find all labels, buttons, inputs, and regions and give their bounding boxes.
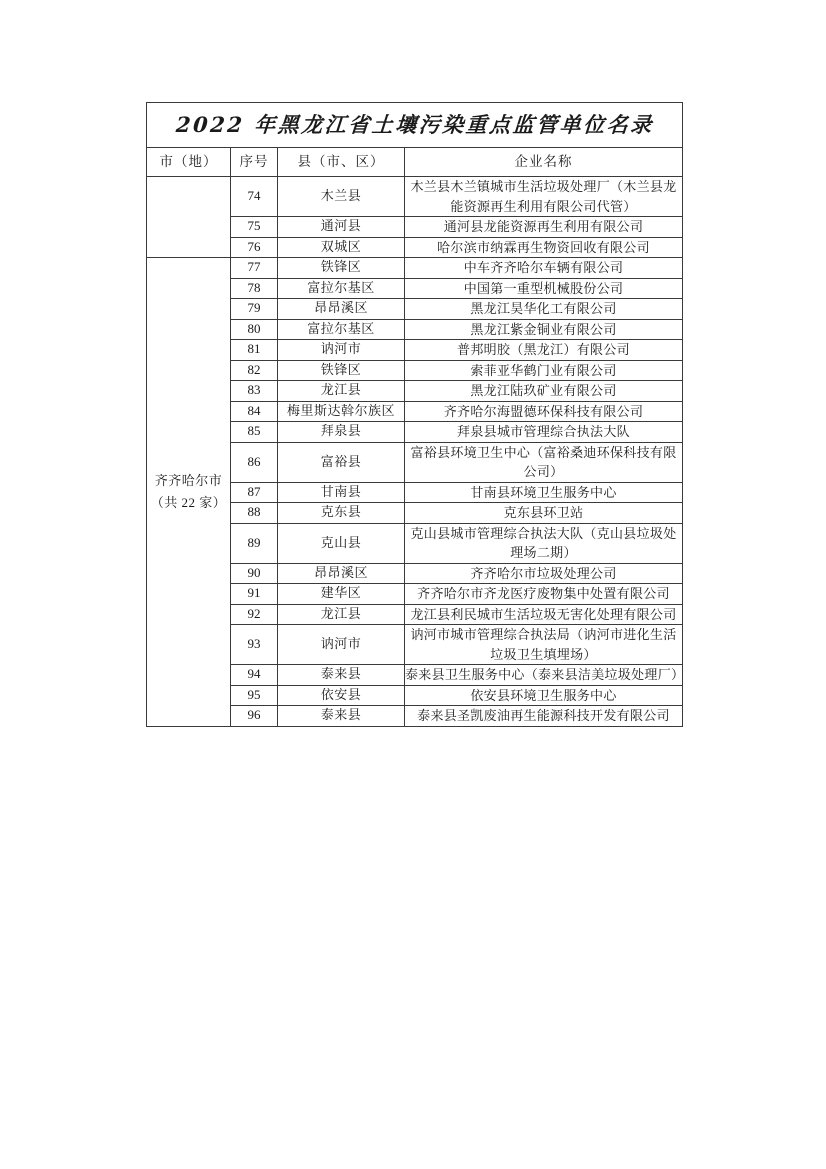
row-enterprise: 齐齐哈尔海盟德环保科技有限公司 (405, 401, 683, 422)
row-enterprise: 中国第一重型机械股份公司 (405, 278, 683, 299)
row-enterprise: 黑龙江紫金铜业有限公司 (405, 319, 683, 340)
row-enterprise: 甘南县环境卫生服务中心 (405, 482, 683, 503)
row-enterprise: 齐齐哈尔市齐龙医疗废物集中处置有限公司 (405, 584, 683, 605)
row-index: 81 (231, 340, 278, 361)
row-index: 92 (231, 604, 278, 625)
row-enterprise: 通河县龙能资源再生利用有限公司 (405, 217, 683, 238)
row-index: 90 (231, 563, 278, 584)
row-enterprise: 哈尔滨市纳霖再生物资回收有限公司 (405, 237, 683, 258)
document-title-cell (147, 103, 683, 148)
row-county: 讷河市 (278, 340, 405, 361)
column-header-index: 序号 (231, 148, 278, 177)
row-county: 梅里斯达斡尔族区 (278, 401, 405, 422)
city-group-label-line-1: 齐齐哈尔市 (154, 473, 223, 489)
row-county: 讷河市 (278, 625, 405, 665)
row-index: 89 (231, 523, 278, 563)
row-index: 85 (231, 422, 278, 443)
row-enterprise: 讷河市城市管理综合执法局（讷河市进化生活垃圾卫生填埋场） (405, 625, 683, 665)
city-group-cell (147, 258, 231, 727)
column-header-county: 县（市、区） (278, 148, 405, 177)
title-row (147, 103, 683, 148)
row-enterprise: 龙江县利民城市生活垃圾无害化处理有限公司 (405, 604, 683, 625)
row-enterprise: 泰来县卫生服务中心（泰来县洁美垃圾处理厂） (405, 665, 683, 686)
row-county: 克山县 (278, 523, 405, 563)
page-title: 2022 年黑龙江省土壤污染重点监管单位名录 (174, 111, 655, 137)
row-enterprise: 索菲亚华鹤门业有限公司 (405, 360, 683, 381)
row-index: 82 (231, 360, 278, 381)
row-county: 富拉尔基区 (278, 319, 405, 340)
row-county: 双城区 (278, 237, 405, 258)
row-county: 建华区 (278, 584, 405, 605)
row-index: 88 (231, 503, 278, 524)
row-county: 昂昂溪区 (278, 563, 405, 584)
row-index: 74 (231, 177, 278, 217)
row-county: 通河县 (278, 217, 405, 238)
row-enterprise: 齐齐哈尔市垃圾处理公司 (405, 563, 683, 584)
row-enterprise: 富裕县环境卫生中心（富裕桑迪环保科技有限公司） (405, 442, 683, 482)
row-index: 83 (231, 381, 278, 402)
row-index: 93 (231, 625, 278, 665)
row-enterprise: 泰来县圣凯废油再生能源科技开发有限公司 (405, 706, 683, 727)
row-county: 富裕县 (278, 442, 405, 482)
row-county: 铁锋区 (278, 360, 405, 381)
row-enterprise: 克东县环卫站 (405, 503, 683, 524)
row-enterprise: 克山县城市管理综合执法大队（克山县垃圾处理场二期） (405, 523, 683, 563)
row-county: 泰来县 (278, 706, 405, 727)
row-county: 泰来县 (278, 665, 405, 686)
row-enterprise: 黑龙江昊华化工有限公司 (405, 299, 683, 320)
row-county: 铁锋区 (278, 258, 405, 279)
row-county: 木兰县 (278, 177, 405, 217)
table-row (147, 177, 683, 217)
row-county: 甘南县 (278, 482, 405, 503)
row-index: 79 (231, 299, 278, 320)
row-index: 86 (231, 442, 278, 482)
row-index: 76 (231, 237, 278, 258)
table-row (147, 258, 683, 279)
city-group-cell (147, 177, 231, 258)
row-index: 95 (231, 685, 278, 706)
row-index: 87 (231, 482, 278, 503)
row-enterprise: 木兰县木兰镇城市生活垃圾处理厂（木兰县龙能资源再生利用有限公司代管） (405, 177, 683, 217)
row-index: 96 (231, 706, 278, 727)
row-index: 75 (231, 217, 278, 238)
row-enterprise: 拜泉县城市管理综合执法大队 (405, 422, 683, 443)
header-row (147, 148, 683, 177)
row-county: 昂昂溪区 (278, 299, 405, 320)
column-header-city: 市（地） (147, 148, 231, 177)
row-county: 龙江县 (278, 604, 405, 625)
row-index: 91 (231, 584, 278, 605)
row-index: 94 (231, 665, 278, 686)
table-body (147, 103, 683, 727)
row-enterprise: 中车齐齐哈尔车辆有限公司 (405, 258, 683, 279)
row-index: 84 (231, 401, 278, 422)
row-index: 78 (231, 278, 278, 299)
row-index: 77 (231, 258, 278, 279)
row-county: 富拉尔基区 (278, 278, 405, 299)
row-county: 克东县 (278, 503, 405, 524)
row-county: 依安县 (278, 685, 405, 706)
column-header-enterprise: 企业名称 (405, 148, 683, 177)
row-county: 龙江县 (278, 381, 405, 402)
row-index: 80 (231, 319, 278, 340)
pollution-supervision-table (146, 102, 683, 727)
row-enterprise: 依安县环境卫生服务中心 (405, 685, 683, 706)
row-county: 拜泉县 (278, 422, 405, 443)
row-enterprise: 黑龙江陆玖矿业有限公司 (405, 381, 683, 402)
city-group-label-line-2: （共 22 家） (150, 494, 227, 510)
row-enterprise: 普邦明胶（黑龙江）有限公司 (405, 340, 683, 361)
